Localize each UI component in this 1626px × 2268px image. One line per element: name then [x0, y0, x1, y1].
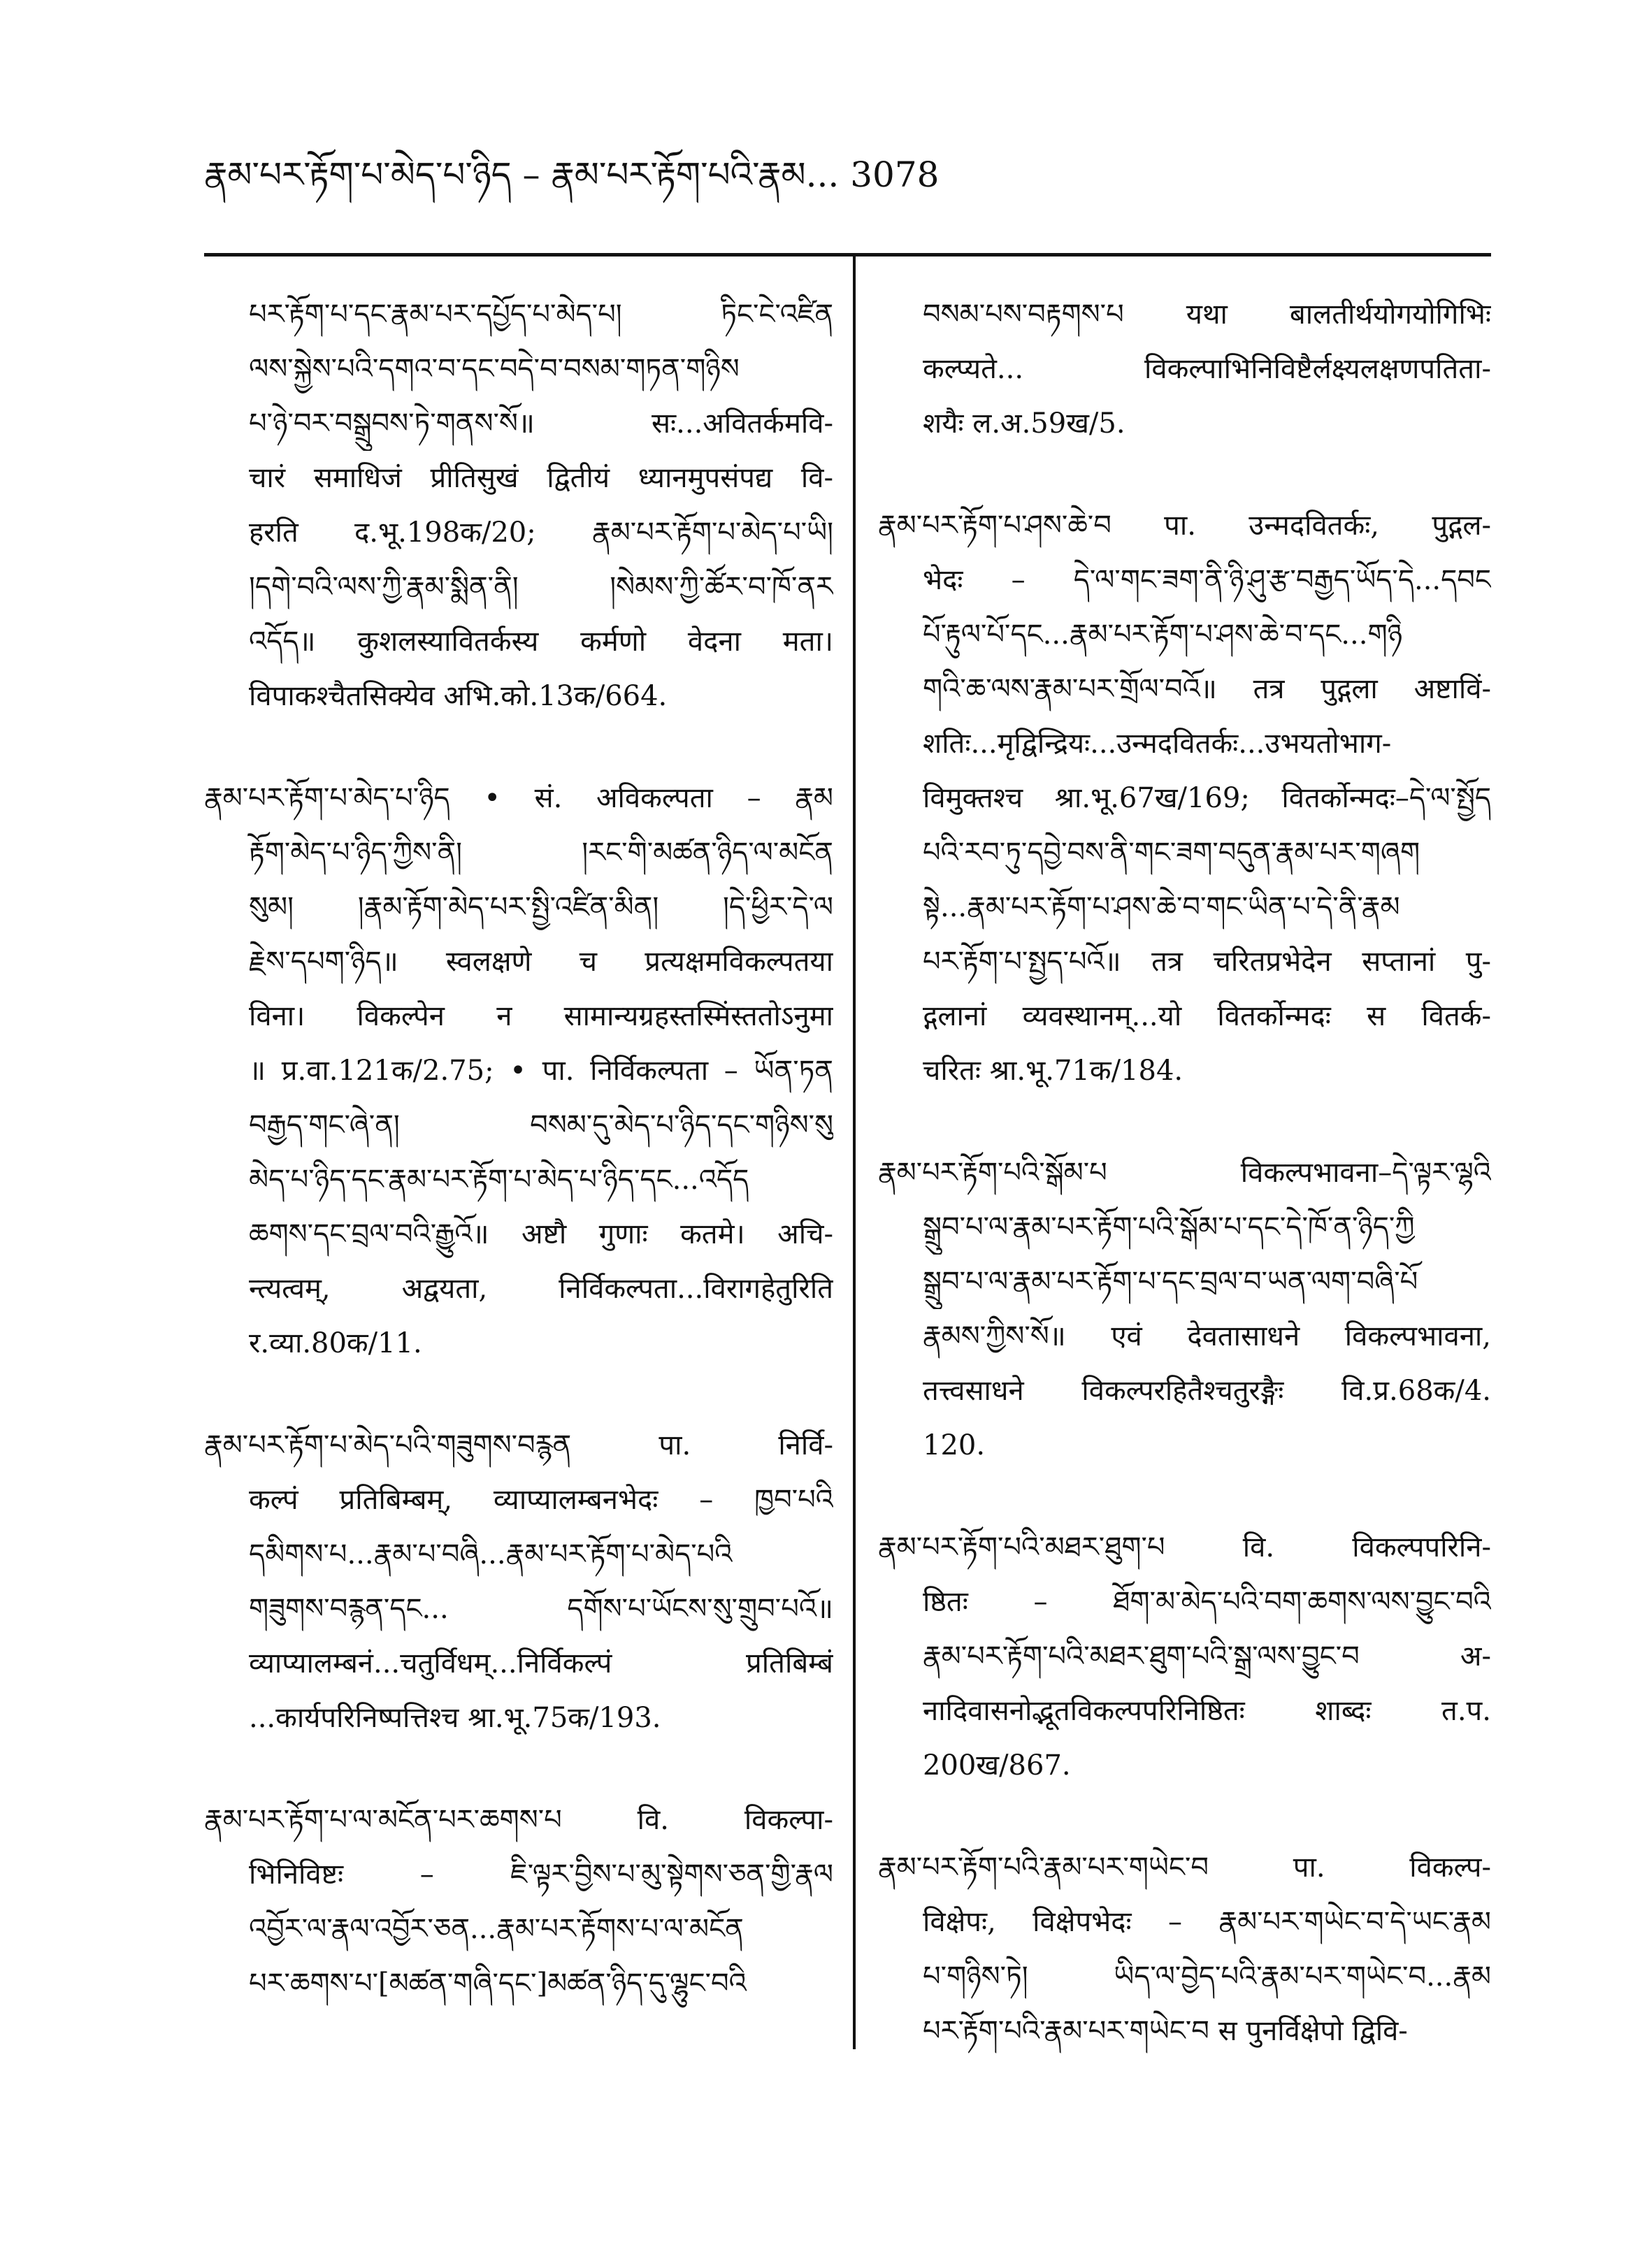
running-header: རྣམ་པར་རྟོག་པ་མེད་པ་ཉིད – རྣམ་པར་རྟོག་པའི་རྣམ... 3078: [204, 154, 940, 195]
entry-line: शयैः ल.अ.59ख/5.: [923, 407, 1125, 440]
entry-line: र.व्या.80क/11.: [249, 1327, 422, 1359]
right-column: [878, 287, 1491, 2106]
entry-line: དམིགས་པ...རྣམ་པ་བཞི...རྣམ་པར་རྟོག་པ་མེད་པའི: [249, 1538, 733, 1570]
entry-line: པོ་རྟུལ་པོ་དང...རྣམ་པར་རྟོག་པ་ཤས་ཆེ་བ་དང...གཉི: [923, 619, 1403, 651]
entry-line: ॥ प्र.वा.121क/2.75; • पा. निर्विकल्पता – ཡོན་ཏན: [249, 1055, 833, 1087]
entry-line: शतिः...मृद्विन्द्रियः...उन्मदवितर्कः...उभयतोभाग-: [923, 728, 1392, 760]
entry-line: ...कार्यपरिनिष्पत्तिश्च श्रा.भू.75क/193.: [249, 1702, 661, 1734]
entry-line: པའི་རབ་ཏུ་དབྱེ་བས་ནི་གང་ཟག་བདུན་རྣམ་པར་གཞག: [923, 837, 1420, 869]
entry-line: རྟོག་མེད་པ་ཉིད་ཀྱིས་ནི། །རང་གི་མཚན་ཉིད་ལ་མངོན: [249, 837, 833, 869]
entry-line: भिनिविष्टः – ཇི་ལྟར་བྱིས་པ་མུ་སྟེགས་ཅན་གྱི་རྣལ: [249, 1858, 833, 1891]
entry-line: གཟུགས་བརྙན་དང... དགོས་པ་ཡོངས་སུ་གྲུབ་པའོ॥: [249, 1593, 833, 1625]
entry-line: འདོད॥ कुशलस्यावितर्कस्य कर्मणो वेदना मता।: [249, 626, 833, 658]
entry-line: ष्ठितः – ཐོག་མ་མེད་པའི་བག་ཆགས་ལས་བྱུང་བའི: [923, 1586, 1491, 1618]
entry-headword-line: རྣམ་པར་རྟོག་པ་ལ་མངོན་པར་ཆགས་པ वि. विकल्पा-: [204, 1804, 833, 1836]
entry-line: व्याप्यालम्बनं...चतुर्विधम्...निर्विकल्पं प्रतिबिम्बं: [249, 1647, 833, 1680]
entry-line: རྣམ་པར་རྟོག་པའི་མཐར་ཐུག་པའི་སྒྲ་ལས་བྱུང་བ अ-: [923, 1640, 1491, 1673]
dictionary-entry: [878, 1146, 1491, 1473]
entry-line: ལས་སྐྱེས་པའི་དགའ་བ་དང་བདེ་བ་བསམ་གཏན་གཉིས: [249, 353, 740, 385]
entry-headword-line: རྣམ་པར་རྟོག་པའི་རྣམ་པར་གཡེང་བ पा. विकल्प-: [878, 1851, 1491, 1884]
entry-line: भेदः – དེ་ལ་གང་ཟག་ནི་ཉི་ཤུ་རྩ་བརྒྱད་ཡོད་དེ...དབང: [923, 564, 1491, 596]
entry-line: कल्पं प्रतिबिम्बम्, व्याप्यालम्बनभेदः – ཁྱབ་པའི: [249, 1484, 833, 1516]
entry-line: སྒྲུབ་པ་ལ་རྣམ་པར་རྟོག་པ་དང་བྲལ་བ་ཡན་ལག་བཞི་པོ: [923, 1266, 1418, 1298]
header-rule: [204, 253, 1491, 257]
entry-headword-line: རྣམ་པར་རྟོག་པ་མེད་པའི་གཟུགས་བརྙན पा. निर्वि-: [204, 1429, 833, 1461]
entry-headword-line: རྣམ་པར་རྟོག་པ་ཤས་ཆེ་བ पा. उन्मदवितर्कः, पुद्गल-: [878, 510, 1491, 542]
entry-line: གའི་ཆ་ལས་རྣམ་པར་གྲོལ་བའོ॥ तत्र पुद्गला अष्टाविं-: [923, 673, 1491, 705]
entry-line: 200ख/867.: [923, 1749, 1071, 1782]
entry-line: པ་ཉེ་བར་བསྒྲུབས་ཏེ་གནས་སོ॥ सः...अवितर्कमवि-: [249, 407, 833, 440]
dictionary-entry: [204, 771, 833, 1371]
entry-line: མེད་པ་ཉིད་དང་རྣམ་པར་རྟོག་པ་མེད་པ་ཉིད་དང...འདོད: [249, 1164, 749, 1196]
entry-line: སྟེ...རྣམ་པར་རྟོག་པ་ཤས་ཆེ་བ་གང་ཡིན་པ་དེ་ནི་རྣམ: [923, 891, 1400, 923]
entry-line: །དགེ་བའི་ལས་ཀྱི་རྣམ་སྨིན་ནི། །སེམས་ཀྱི་ཚོར་བ་ཁོ་ནར: [249, 571, 833, 603]
dictionary-entry: [204, 1418, 833, 1745]
entry-headword-line: རྣམ་པར་རྟོག་པའི་སྒོམ་པ विकल्पभावना–དེ་ལྟར་ལྷའི: [878, 1157, 1491, 1189]
entry-line: विपाकश्चैतसिक्येव अभि.को.13क/664.: [249, 680, 668, 712]
entry-line: ཆགས་དང་བྲལ་བའི་རྒྱུའོ॥ अष्टौ गुणाः कतमे। अचि-: [249, 1218, 833, 1250]
entry-line: नादिवासनोद्भूतविकल्पपरिनिष्ठितः शाब्दः त.प.: [923, 1695, 1491, 1727]
entry-line: པར་ཆགས་པ་[མཚན་གཞི་དང་]མཚན་ཉིད་དུ་ལྷུང་བའི: [249, 1967, 747, 2000]
entry-line: हरति द.भू.198क/20; རྣམ་པར་རྟོག་པ་མེད་པ་ཡི།: [249, 517, 833, 549]
entry-line: 120.: [923, 1429, 986, 1461]
entry-line: འབྱོར་ལ་རྣལ་འབྱོར་ཅན...རྣམ་པར་རྟོགས་པ་ལ་མངོན: [249, 1913, 744, 1945]
entry-headword-line: རྣམ་པར་རྟོག་པ་མེད་པ་ཉིད • सं. अविकल्पता – རྣམ: [204, 782, 833, 814]
entry-line: སུམ། །རྣམ་རྟོག་མེད་པར་སྤྱི་འཛིན་མིན། །དེ་ཕྱིར་དེ་ལ: [249, 891, 833, 923]
entry-line: द्गलानां व्यवस्थानम्...यो वितर्कोन्मदः स वितर्क-: [923, 1000, 1491, 1032]
entry-headword-line: རྣམ་པར་རྟོག་པའི་མཐར་ཐུག་པ वि. विकल्पपरिनि-: [878, 1531, 1491, 1563]
entry-line: པ་གཉིས་ཏེ། ཡིད་ལ་བྱེད་པའི་རྣམ་པར་གཡེང་བ...རྣམ: [923, 1960, 1491, 1993]
entry-line: བརྒྱད་གང་ཞེ་ན། བསམ་དུ་མེད་པ་ཉིད་དང་གཉིས་སུ: [249, 1109, 833, 1141]
entry-line: कल्प्यते... विकल्पाभिनिविष्टैर्लक्ष्यलक्षणपतिता-: [923, 353, 1491, 385]
entry-line: विक्षेपः, विक्षेपभेदः – རྣམ་པར་གཡེང་བ་དེ་ཡང་རྣམ: [923, 1906, 1491, 1938]
entry-continuation: [204, 287, 833, 723]
entry-continuation: [878, 287, 1491, 451]
entry-line: न्त्यत्वम्, अद्वयता, निर्विकल्पता...विरागहेतुरिति: [249, 1273, 833, 1305]
dictionary-entry: [204, 1793, 833, 2011]
entry-line: चारं समाधिजं प्रीतिसुखं द्वितीयं ध्यानमुपसंपद्य वि-: [249, 462, 833, 494]
dictionary-entry: [878, 1840, 1491, 2058]
entry-line: པར་རྟོག་པ་སྤྱད་པའོ॥ तत्र चरितप्रभेदेन सप्तानां पु-: [923, 946, 1491, 978]
entry-line: विना। विकल्पेन न सामान्यग्रहस्तस्मिंस्ततोऽनुमा: [249, 1000, 833, 1032]
entry-line: སྒྲུབ་པ་ལ་རྣམ་པར་རྟོག་པའི་སྒོམ་པ་དང་དེ་ཁོ་ན་ཉིད་ཀྱི: [923, 1211, 1415, 1243]
dictionary-entry: [878, 498, 1491, 1098]
entry-line: པར་རྟོག་པའི་རྣམ་པར་གཡེང་བ स पुनर्विक्षेपो द्विवि-: [923, 2015, 1408, 2047]
entry-line: རྣམས་ཀྱིས་སོ॥ एवं देवतासाधने विकल्पभावना,: [923, 1320, 1491, 1352]
column-divider: [853, 253, 856, 2049]
dictionary-entry: [878, 1520, 1491, 1793]
entry-line: བསམ་པས་བརྟགས་པ यथा बालतीर्थयोगयोगिभिः: [923, 298, 1491, 331]
entry-line: चरितः श्रा.भू.71क/184.: [923, 1055, 1183, 1087]
entry-line: तत्त्वसाधने विकल्परहितैश्चतुरङ्गैः वि.प्र.68क/4.: [923, 1375, 1491, 1407]
left-column: [204, 287, 833, 2058]
entry-line: विमुक्तश्च श्रा.भू.67ख/169; वितर्कोन्मदः–དེ་ལ་སྤྱོད: [923, 782, 1491, 814]
entry-line: པར་རྟོག་པ་དང་རྣམ་པར་དཔྱོད་པ་མེད་པ། ཏིང་ངེ་འཛིན: [249, 298, 833, 331]
entry-line: རྗེས་དཔག་ཉིད॥ स्वलक्षणे च प्रत्यक्षमविकल्पतया: [249, 946, 833, 978]
